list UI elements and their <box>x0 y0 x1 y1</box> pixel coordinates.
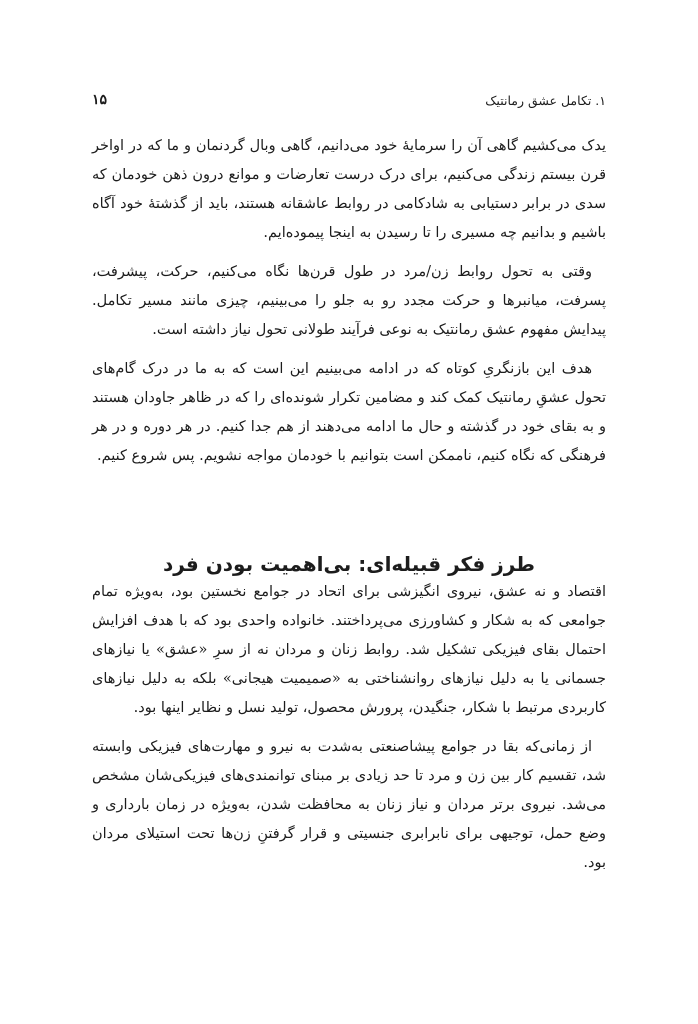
paragraph: اقتصاد و نه عشق، نیروی انگیزشی برای اتحاد در جوامع نخستین بود، به‌ویژه تمام جوامعی که به شکار و کشاورزی می‌پرداختند. خانواده واحدی بود که با هدف افزایش احتمال بقای فیزیکی تشکیل شد. روابط زنان و مردان نه از سرِ «عشق» یا نیازهای جسمانی یا به دلیل نیازهای روانشناختی به «صمیمیت هیجانی» بلکه به دلیل نیازهای کاربردی مرتبط با شکار، جنگیدن، پرورش محصول، تولید نسل و نظایر اینها بود. <box>92 584 606 716</box>
section-heading: طرز فکر قبیله‌ای: بی‌اهمیت بودن فرد <box>162 551 536 576</box>
page-number: ۱۵ <box>92 92 108 108</box>
body-text-section <box>92 578 606 878</box>
body-text-intro <box>92 132 606 471</box>
paragraph: یدک می‌کشیم گاهی آن را سرمایهٔ خود می‌دانیم، گاهی وبال گردنمان و ما که در اواخر قرن بیستم زندگی می‌کنیم، برای درک درست تعارضات و موانع درون ذهن خودمان که سدی در برابر دستیابی به شادکامی در روابط عاشقانه هستند، باید از گذشتهٔ خود آگاه باشیم و بدانیم چه مسیری را تا رسیدن به اینجا پیموده‌ایم. <box>92 138 606 241</box>
paragraph: از زمانی‌که بقا در جوامع پیشاصنعتی به‌شدت به نیرو و مهارت‌های فیزیکی وابسته شد، تقسیم کار بین زن و مرد تا حد زیادی بر مبنای توانمندی‌های فیزیکی‌شان مشخص می‌شد. نیروی برتر مردان و نیاز زنان به محافظت شدن، به‌ویژه در زمان بارداری و وضع حمل، توجیهی برای نابرابری جنسیتی و قرار گرفتنِ زن‌ها تحت استیلای مردان بود. <box>92 739 606 871</box>
paragraph: وقتی به تحول روابط زن/مرد در طول قرن‌ها نگاه می‌کنیم، حرکت، پیشرفت، پسرفت، میانبرها و حرکت مجدد رو به جلو را می‌بینیم، چیزی مانند مسیر تکامل. پیدایش مفهوم عشق رمانتیک به نوعی فرآیند طولانی تحول نیاز داشته است. <box>92 264 606 338</box>
paragraph: هدف این بازنگریِ کوتاه که در ادامه می‌بینیم این است که به ما در درک گام‌های تحول عشقِ رمانتیک کمک کند و مضامین تکرار شونده‌ای را که در ظاهر جاودان هستند و به بقای خود در گذشته و حال ما ادامه می‌دهند از هم جدا کنیم. در هر دوره و در هر فرهنگی که نگاه کنیم، ناممکن است بتوانیم با خودمان مواجه نشویم. پس شروع کنیم. <box>92 361 606 464</box>
chapter-title: ۱. تکامل عشق رمانتیک <box>485 92 606 108</box>
running-header <box>92 88 606 112</box>
